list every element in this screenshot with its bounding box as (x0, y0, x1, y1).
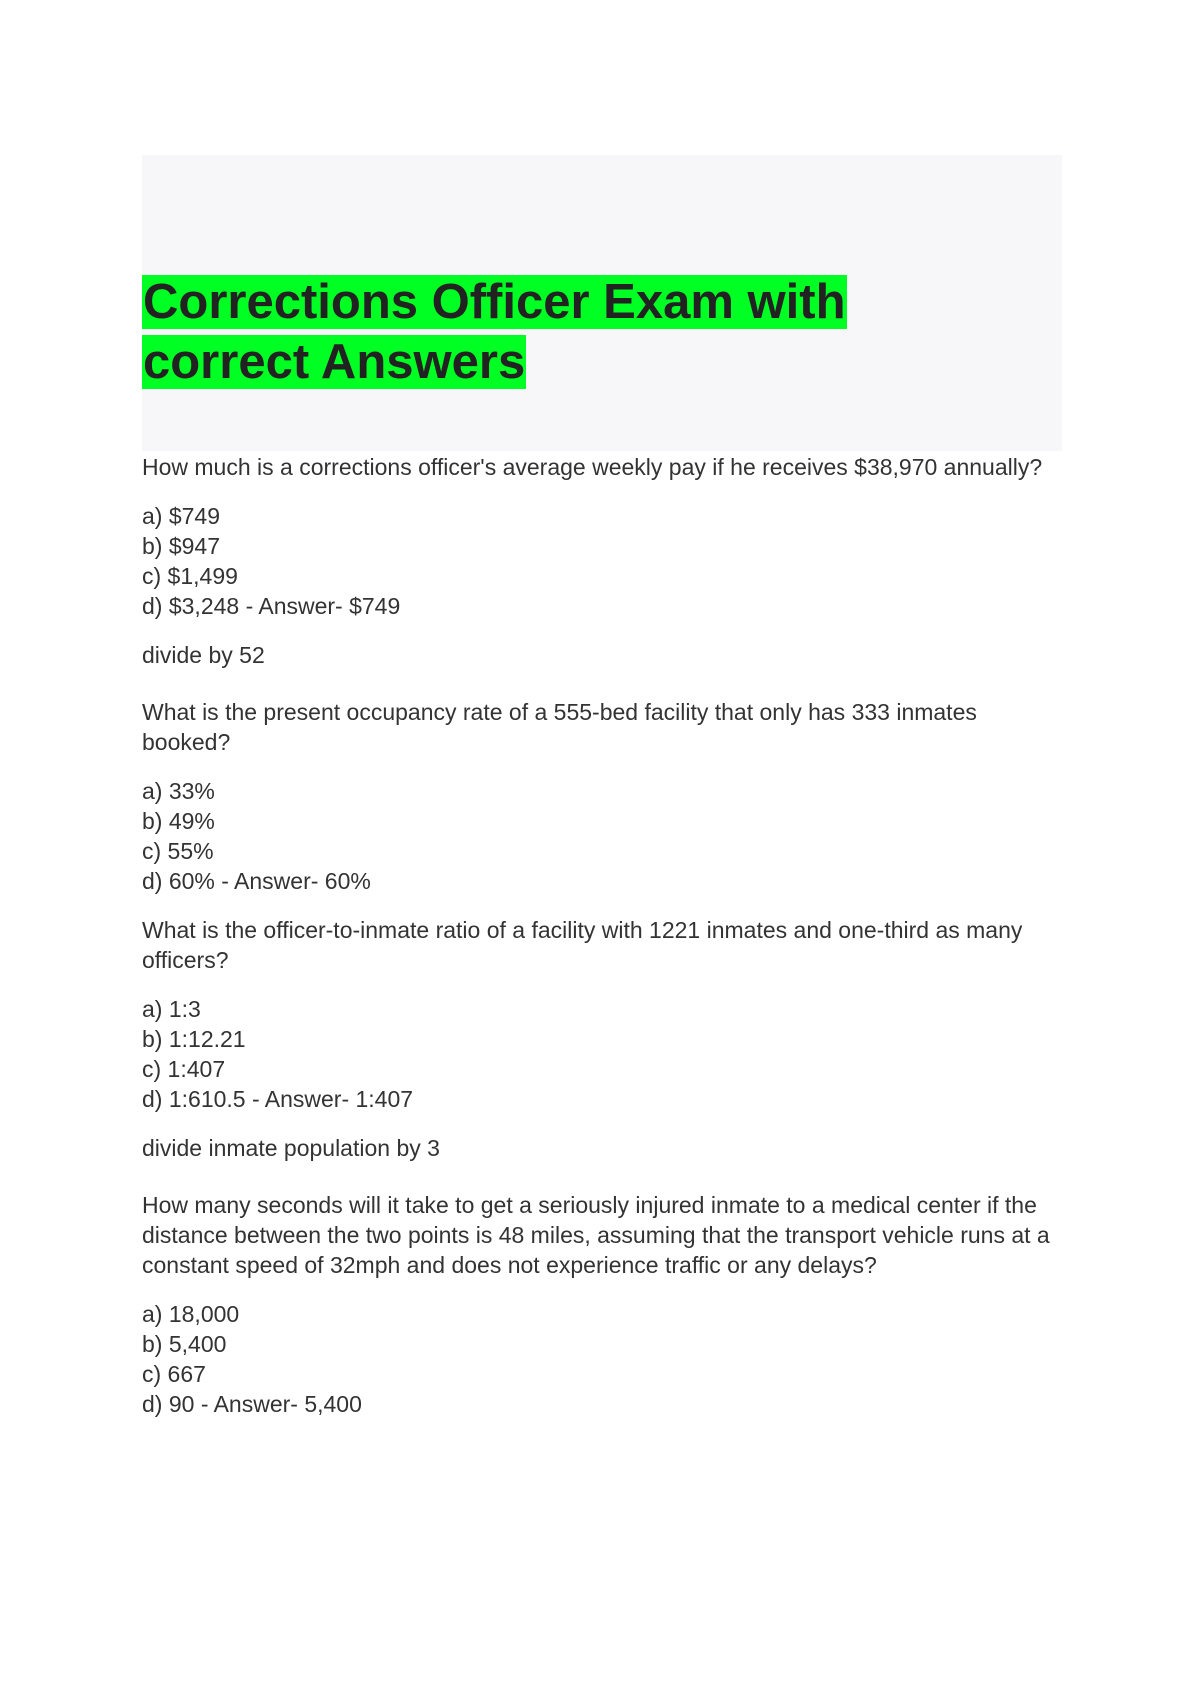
document-title (142, 272, 1022, 392)
option-b: b) 49% (142, 808, 215, 834)
explanation-note: divide by 52 (142, 642, 265, 668)
answer-options (142, 1299, 1067, 1419)
answer-options (142, 994, 1067, 1114)
option-b: b) 5,400 (142, 1331, 227, 1357)
option-c: c) $1,499 (142, 563, 238, 589)
option-a: a) $749 (142, 503, 221, 529)
question-text: What is the present occupancy rate of a 555-bed facility that only has 333 inmates booked? (142, 699, 977, 755)
question-text: How much is a corrections officer's average weekly pay if he receives $38,970 annually? (142, 454, 1043, 480)
option-c: c) 55% (142, 838, 214, 864)
option-c: c) 1:407 (142, 1056, 226, 1082)
option-d-with-answer: d) 60% - Answer- 60% (142, 868, 371, 894)
option-b: b) $947 (142, 533, 221, 559)
answer-options (142, 776, 1067, 896)
title-highlight: Corrections Officer Exam with correct Answers (143, 275, 846, 389)
question-item-1 (142, 452, 1067, 670)
answer-options (142, 501, 1067, 621)
question-item-3 (142, 915, 1067, 1163)
option-d-with-answer: d) $3,248 - Answer- $749 (142, 593, 401, 619)
option-a: a) 33% (142, 778, 215, 804)
option-d-with-answer: d) 1:610.5 - Answer- 1:407 (142, 1086, 414, 1112)
explanation-note: divide inmate population by 3 (142, 1135, 440, 1161)
option-a: a) 18,000 (142, 1301, 240, 1327)
option-b: b) 1:12.21 (142, 1026, 246, 1052)
question-text: What is the officer-to-inmate ratio of a facility with 1221 inmates and one-third as many officers? (142, 917, 1023, 973)
option-c: c) 667 (142, 1361, 206, 1387)
question-list (142, 452, 1067, 1438)
question-item-2 (142, 697, 1067, 896)
option-a: a) 1:3 (142, 996, 201, 1022)
question-text: How many seconds will it take to get a seriously injured inmate to a medical center if the distance between the two points is 48 miles, assuming that the transport vehicle runs at a constant speed of 32mph and does not experience traffic or any delays? (142, 1192, 1050, 1278)
question-item-4 (142, 1190, 1067, 1419)
option-d-with-answer: d) 90 - Answer- 5,400 (142, 1391, 362, 1417)
